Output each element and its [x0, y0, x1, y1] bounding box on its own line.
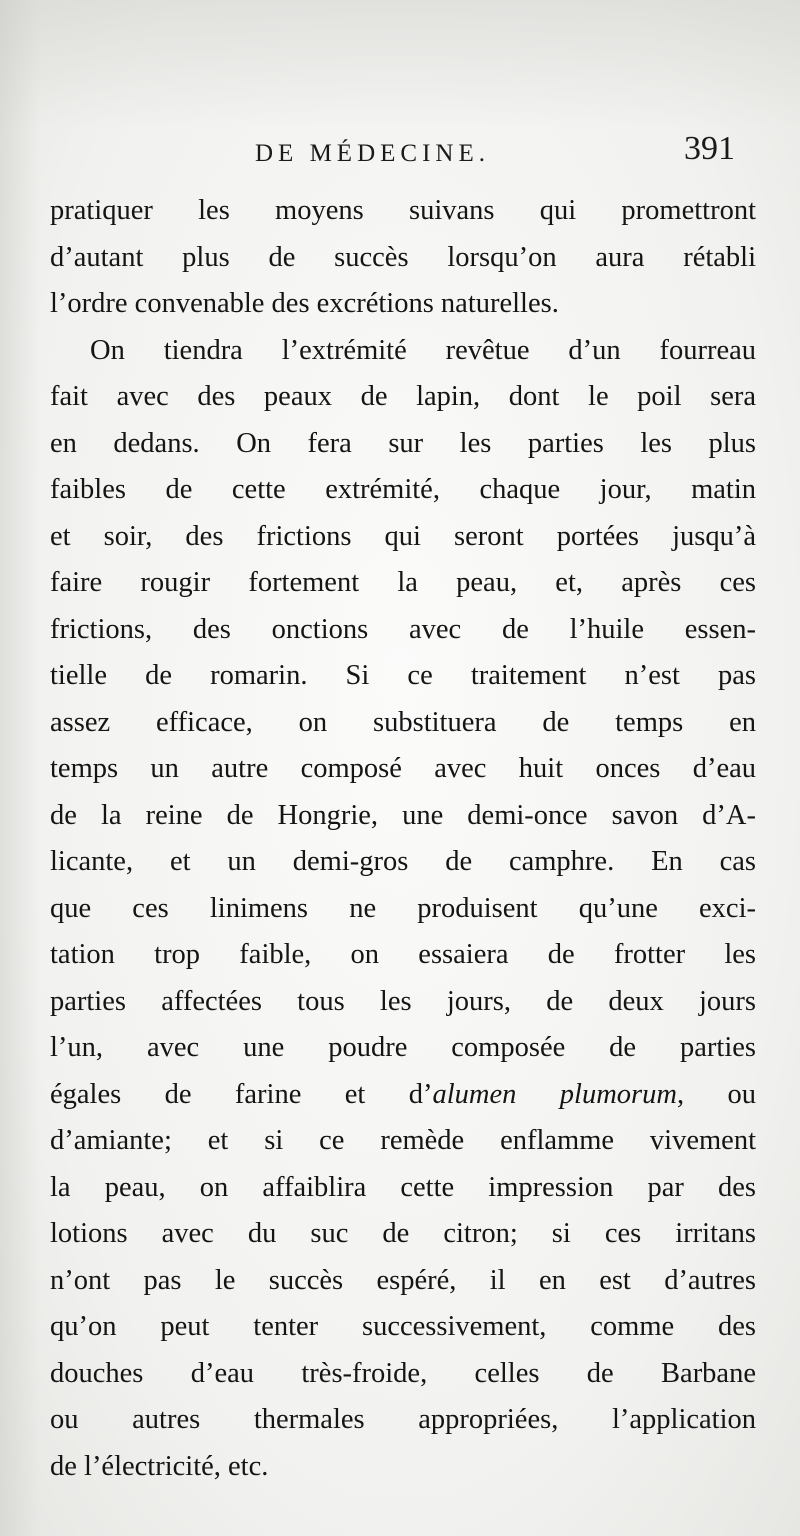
page-left-shading	[0, 0, 40, 1536]
text-line: la peau, on affaiblira cette impression par des	[50, 1171, 756, 1203]
text-line: l’un, avec une poudre composée de parties	[50, 1032, 756, 1063]
paragraph-start-line: On tiendra l’extrémité revêtue d’un fourreau	[90, 334, 756, 366]
text-line: lotions avec du suc de citron; si ces irritans	[50, 1218, 756, 1249]
text-line: de la reine de Hongrie, une demi-once savon d’A-	[50, 799, 756, 831]
text-line: faibles de cette extrémité, chaque jour, matin	[50, 474, 756, 505]
text-line: que ces linimens ne produisent qu’une exci-	[50, 892, 756, 924]
text-segment: , ou	[676, 1078, 756, 1110]
text-line-with-italic	[50, 1072, 756, 1119]
text-line: d’amiante; et si ce remède enflamme vivement	[50, 1125, 756, 1156]
text-segment: égales de farine et d’	[50, 1078, 433, 1110]
text-line: parties affectées tous les jours, de deux jours	[50, 985, 756, 1017]
text-line: frictions, des onctions avec de l’huile essen-	[50, 613, 756, 645]
text-line: tielle de romarin. Si ce traitement n’est pas	[50, 660, 756, 691]
text-line: de l’électricité, etc.	[50, 1450, 269, 1482]
text-line: qu’on peut tenter successivement, comme des	[50, 1311, 756, 1342]
text-line: en dedans. On fera sur les parties les plus	[50, 427, 756, 459]
text-line: et soir, des frictions qui seront portées jusqu’à	[50, 520, 756, 552]
text-line: pratiquer les moyens suivans qui promettront	[50, 195, 756, 226]
text-line: douches d’eau très-froide, celles de Barbane	[50, 1357, 756, 1389]
italic-term: alumen plumorum	[432, 1078, 677, 1110]
text-line: licante, et un demi-gros de camphre. En cas	[50, 846, 756, 877]
text-line: faire rougir fortement la peau, et, après ces	[50, 567, 756, 598]
text-line: temps un autre composé avec huit onces d’eau	[50, 753, 756, 784]
text-line: tation trop faible, on essaiera de frotter les	[50, 939, 756, 970]
text-line: assez efficace, on substituera de temps en	[50, 706, 756, 738]
text-line: d’autant plus de succès lorsqu’on aura rétabli	[50, 241, 756, 273]
page-top-shading	[0, 0, 800, 130]
text-line: ou autres thermales appropriées, l’application	[50, 1404, 756, 1435]
text-line: fait avec des peaux de lapin, dont le poil sera	[50, 381, 756, 412]
body-text	[50, 188, 756, 1490]
text-line: n’ont pas le succès espéré, il en est d’autres	[50, 1264, 756, 1296]
text-line: l’ordre convenable des excrétions naturelles.	[50, 288, 559, 319]
running-head: DE MÉDECINE.	[255, 140, 490, 167]
page-number: 391	[684, 130, 735, 167]
